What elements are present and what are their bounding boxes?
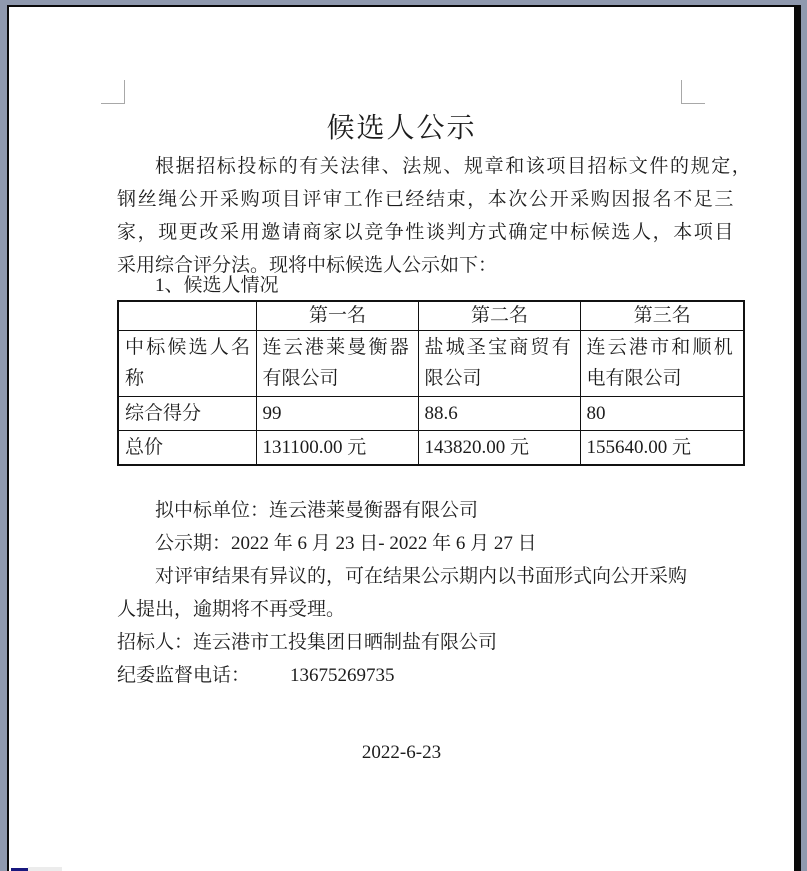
window-background-strip-left [0, 0, 7, 871]
signature-date: 2022-6-23 [361, 742, 442, 763]
closing-line: 人提出，逾期将不再受理。 [117, 599, 346, 620]
table-cell [256, 397, 418, 431]
paragraph-line: 钢丝绳公开采购项目评审工作已经结束，本次公开采购因报名不足三 [117, 189, 736, 210]
cell-line: 盐城圣宝商贸有 [424, 337, 573, 358]
table-row [118, 331, 744, 397]
table-cell [418, 431, 580, 466]
phone-number: 13675269735 [290, 665, 395, 686]
margin-crop-mark-right [681, 103, 705, 104]
table-row-label [118, 331, 256, 397]
cell-line: 中标候选人名 [125, 337, 253, 358]
table-header-cell: 第三名 [580, 301, 744, 331]
table-cell [256, 431, 418, 466]
table-row [118, 431, 744, 466]
cell-line: 88.6 [424, 403, 458, 424]
cell-line: 有限公司 [262, 368, 339, 389]
table-cell [418, 331, 580, 397]
candidates-table [117, 300, 745, 466]
bottom-accent-bar-gray [28, 867, 62, 871]
cell-line: 综合得分 [125, 403, 202, 424]
table-cell [256, 331, 418, 397]
window-background-strip-right [801, 0, 807, 871]
cell-line: 连云港市和顺机 [586, 337, 735, 358]
supervision-phone-line [117, 659, 395, 692]
table-header-cell: 第二名 [418, 301, 580, 331]
cell-line: 131100.00 元 [262, 437, 367, 458]
cell-line: 总价 [125, 437, 164, 458]
page-border-right [794, 7, 801, 871]
margin-crop-mark-left [124, 80, 125, 104]
phone-label: 纪委监督电话： [117, 665, 251, 686]
table-cell [580, 431, 744, 466]
margin-crop-mark-right [681, 80, 682, 104]
table-row-label [118, 431, 256, 466]
closing-line: 公示期：2022 年 6 月 23 日- 2022 年 6 月 27 日 [155, 533, 537, 554]
paragraph-line: 根据招标投标的有关法律、法规、规章和该项目招标文件的规定， [155, 156, 753, 177]
table-row [118, 397, 744, 431]
closing-line: 对评审结果有异议的，可在结果公示期内以书面形式向公开采购 [155, 566, 688, 587]
closing-line: 拟中标单位：连云港莱曼衡器有限公司 [155, 500, 479, 521]
section-heading: 1、候选人情况 [155, 275, 279, 296]
table-header-cell [118, 301, 256, 331]
table-row-label [118, 397, 256, 431]
cell-line: 称 [125, 368, 145, 389]
cell-line: 99 [262, 403, 282, 424]
cell-line: 155640.00 元 [586, 437, 692, 458]
table-header-cell: 第一名 [256, 301, 418, 331]
closing-paragraph [117, 494, 757, 659]
cell-line: 143820.00 元 [424, 437, 530, 458]
table-cell [418, 397, 580, 431]
cell-line: 电有限公司 [586, 368, 682, 389]
cell-line: 限公司 [424, 368, 482, 389]
cell-line: 80 [586, 403, 606, 424]
table-cell [580, 331, 744, 397]
closing-line: 招标人：连云港市工投集团日晒制盐有限公司 [117, 632, 498, 653]
cell-line: 连云港莱曼衡器 [262, 337, 411, 358]
page-title: 候选人公示 [326, 113, 477, 144]
table-cell [580, 397, 744, 431]
paragraph-line: 家，现更改采用邀请商家以竞争性谈判方式确定中标候选人，本项目 [117, 222, 736, 243]
paragraph-line: 采用综合评分法。现将中标候选人公示如下： [117, 255, 498, 276]
margin-crop-mark-left [101, 103, 125, 104]
intro-paragraph [117, 150, 753, 282]
